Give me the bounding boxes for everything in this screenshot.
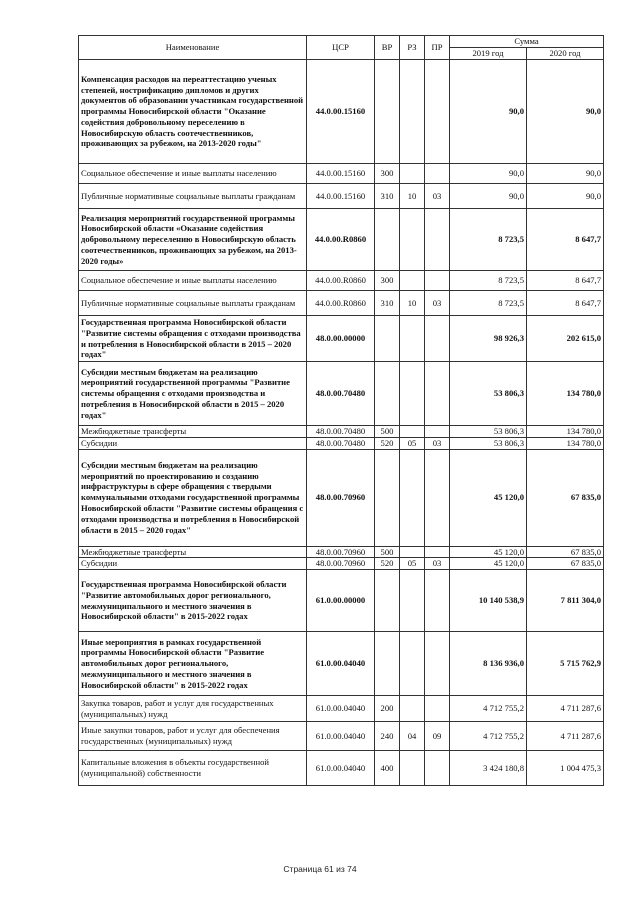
table-row <box>79 558 604 570</box>
row-name: Публичные нормативные социальные выплаты гражданам <box>79 291 307 316</box>
row-name: Социальное обеспечение и иные выплаты населению <box>79 271 307 291</box>
row-rz <box>400 60 425 164</box>
row-name: Реализация мероприятий государственной программы Новосибирской области «Оказание содействия добровольному переселению в Новосибирскую область соотечественников, проживающих за рубежом, на 2013-2020 годы» <box>79 209 307 271</box>
row-pr: 03 <box>425 184 450 209</box>
row-sum-2019: 45 120,0 <box>450 449 527 546</box>
row-name: Государственная программа Новосибирской области "Развитие автомобильных дорог регионального, межмуниципального и местного значения в Новосибирской области" в 2015-2022 годах <box>79 570 307 632</box>
row-sum-2020: 90,0 <box>527 164 604 184</box>
row-csr: 61.0.00.04040 <box>307 751 375 786</box>
row-pr <box>425 449 450 546</box>
row-name: Субсидии местным бюджетам на реализацию мероприятий государственной программы "Развитие системы обращения с отходами производства и потребления в Новосибирской области в 2015 – 2020 годах" <box>79 362 307 426</box>
table-row <box>79 751 604 786</box>
row-sum-2019: 53 806,3 <box>450 437 527 449</box>
header-2019: 2019 год <box>450 48 527 60</box>
header-row <box>79 36 604 48</box>
row-vr: 520 <box>375 558 400 570</box>
header-csr: ЦСР <box>307 36 375 60</box>
row-rz: 04 <box>400 722 425 751</box>
header-pr: ПР <box>425 36 450 60</box>
row-sum-2020: 202 615,0 <box>527 316 604 362</box>
row-pr <box>425 316 450 362</box>
row-vr: 500 <box>375 426 400 438</box>
table-row <box>79 449 604 546</box>
row-sum-2019: 45 120,0 <box>450 558 527 570</box>
row-name: Социальное обеспечение и иные выплаты населению <box>79 164 307 184</box>
row-rz <box>400 696 425 722</box>
row-csr: 44.0.00.R0860 <box>307 209 375 271</box>
row-csr: 44.0.00.15160 <box>307 60 375 164</box>
row-csr: 44.0.00.R0860 <box>307 271 375 291</box>
row-name: Субсидии местным бюджетам на реализацию мероприятий по проектированию и созданию инфраструктуры в сфере обращения с твердыми коммунальными отходами государственной программы Новосибирской области "Развитие системы обращения с отходами производства и потребления в Новосибирской области в 2015 – 2020 годах" <box>79 449 307 546</box>
row-sum-2019: 8 723,5 <box>450 209 527 271</box>
row-rz <box>400 751 425 786</box>
row-csr: 48.0.00.70960 <box>307 546 375 558</box>
row-csr: 61.0.00.04040 <box>307 722 375 751</box>
row-name: Публичные нормативные социальные выплаты гражданам <box>79 184 307 209</box>
row-name: Межбюджетные трансферты <box>79 546 307 558</box>
table-row <box>79 209 604 271</box>
row-sum-2019: 4 712 755,2 <box>450 722 527 751</box>
row-sum-2020: 67 835,0 <box>527 546 604 558</box>
row-sum-2019: 53 806,3 <box>450 426 527 438</box>
row-sum-2020: 7 811 304,0 <box>527 570 604 632</box>
row-csr: 61.0.00.00000 <box>307 570 375 632</box>
row-sum-2019: 10 140 538,9 <box>450 570 527 632</box>
row-csr: 61.0.00.04040 <box>307 632 375 696</box>
table-row <box>79 60 604 164</box>
row-sum-2019: 4 712 755,2 <box>450 696 527 722</box>
row-rz: 05 <box>400 558 425 570</box>
row-csr: 44.0.00.R0860 <box>307 291 375 316</box>
row-sum-2020: 5 715 762,9 <box>527 632 604 696</box>
row-rz <box>400 164 425 184</box>
row-sum-2020: 4 711 287,6 <box>527 696 604 722</box>
row-pr <box>425 209 450 271</box>
row-name: Компенсация расходов на переаттестацию ученых степеней, нострификацию дипломов и других документов об образовании участникам государственной программы Новосибирской области "Оказание содействия добровольному переселению в Новосибирскую область соотечественников, проживающих за рубежом, на 2013-2020 годы" <box>79 60 307 164</box>
table-row <box>79 437 604 449</box>
row-sum-2019: 45 120,0 <box>450 546 527 558</box>
row-sum-2019: 98 926,3 <box>450 316 527 362</box>
row-pr <box>425 632 450 696</box>
row-csr: 48.0.00.70480 <box>307 426 375 438</box>
row-rz <box>400 632 425 696</box>
row-name: Иные закупки товаров, работ и услуг для обеспечения государственных (муниципальных) нужд <box>79 722 307 751</box>
row-sum-2020: 90,0 <box>527 60 604 164</box>
row-sum-2020: 4 711 287,6 <box>527 722 604 751</box>
table-row <box>79 362 604 426</box>
row-vr <box>375 632 400 696</box>
row-pr <box>425 546 450 558</box>
row-sum-2020: 134 780,0 <box>527 362 604 426</box>
row-sum-2020: 90,0 <box>527 184 604 209</box>
row-sum-2019: 3 424 180,8 <box>450 751 527 786</box>
budget-table <box>78 35 604 786</box>
row-rz <box>400 426 425 438</box>
header-vr: ВР <box>375 36 400 60</box>
row-name: Иные мероприятия в рамках государственной программы Новосибирской области "Развитие автомобильных дорог регионального, межмуниципального и местного значения в Новосибирской области" в 2015-2022 годах <box>79 632 307 696</box>
page-footer: Страница 61 из 74 <box>283 864 357 874</box>
row-sum-2019: 90,0 <box>450 184 527 209</box>
table-row <box>79 316 604 362</box>
row-pr: 03 <box>425 291 450 316</box>
row-vr <box>375 316 400 362</box>
row-csr: 48.0.00.70480 <box>307 362 375 426</box>
table-body <box>79 60 604 786</box>
row-sum-2020: 134 780,0 <box>527 426 604 438</box>
row-sum-2019: 8 723,5 <box>450 271 527 291</box>
row-csr: 48.0.00.70480 <box>307 437 375 449</box>
table-row <box>79 164 604 184</box>
row-name: Закупка товаров, работ и услуг для государственных (муниципальных) нужд <box>79 696 307 722</box>
table-row <box>79 632 604 696</box>
row-rz <box>400 546 425 558</box>
row-rz <box>400 209 425 271</box>
row-csr: 44.0.00.15160 <box>307 164 375 184</box>
row-vr <box>375 60 400 164</box>
row-pr <box>425 751 450 786</box>
row-rz: 05 <box>400 437 425 449</box>
row-vr: 200 <box>375 696 400 722</box>
row-rz <box>400 449 425 546</box>
row-pr <box>425 362 450 426</box>
row-sum-2020: 67 835,0 <box>527 558 604 570</box>
row-name: Субсидии <box>79 558 307 570</box>
row-vr <box>375 209 400 271</box>
table-row <box>79 546 604 558</box>
row-sum-2020: 8 647,7 <box>527 271 604 291</box>
row-rz <box>400 362 425 426</box>
row-csr: 61.0.00.04040 <box>307 696 375 722</box>
row-vr: 310 <box>375 291 400 316</box>
table-row <box>79 696 604 722</box>
header-name: Наименование <box>79 36 307 60</box>
row-rz <box>400 570 425 632</box>
row-sum-2019: 90,0 <box>450 60 527 164</box>
row-sum-2020: 1 004 475,3 <box>527 751 604 786</box>
row-name: Межбюджетные трансферты <box>79 426 307 438</box>
row-sum-2019: 8 723,5 <box>450 291 527 316</box>
row-pr: 03 <box>425 437 450 449</box>
row-pr <box>425 426 450 438</box>
row-sum-2020: 134 780,0 <box>527 437 604 449</box>
header-sum: Сумма <box>450 36 604 48</box>
row-pr: 09 <box>425 722 450 751</box>
row-pr: 03 <box>425 558 450 570</box>
row-pr <box>425 271 450 291</box>
row-csr: 48.0.00.70960 <box>307 449 375 546</box>
header-rz: РЗ <box>400 36 425 60</box>
row-vr <box>375 570 400 632</box>
row-pr <box>425 570 450 632</box>
row-vr: 300 <box>375 164 400 184</box>
row-pr <box>425 164 450 184</box>
row-rz: 10 <box>400 291 425 316</box>
table-row <box>79 184 604 209</box>
row-vr: 310 <box>375 184 400 209</box>
row-csr: 44.0.00.15160 <box>307 184 375 209</box>
row-name: Капитальные вложения в объекты государственной (муниципальной) собственности <box>79 751 307 786</box>
row-sum-2020: 8 647,7 <box>527 209 604 271</box>
budget-table-container <box>78 35 603 786</box>
table-row <box>79 426 604 438</box>
row-sum-2020: 8 647,7 <box>527 291 604 316</box>
row-csr: 48.0.00.70960 <box>307 558 375 570</box>
table-row <box>79 570 604 632</box>
table-row <box>79 722 604 751</box>
row-csr: 48.0.00.00000 <box>307 316 375 362</box>
row-sum-2019: 8 136 936,0 <box>450 632 527 696</box>
row-rz: 10 <box>400 184 425 209</box>
row-vr: 500 <box>375 546 400 558</box>
row-sum-2019: 53 806,3 <box>450 362 527 426</box>
table-row <box>79 291 604 316</box>
row-vr <box>375 362 400 426</box>
row-vr: 300 <box>375 271 400 291</box>
row-rz <box>400 316 425 362</box>
row-vr: 400 <box>375 751 400 786</box>
row-vr: 240 <box>375 722 400 751</box>
table-row <box>79 271 604 291</box>
row-pr <box>425 60 450 164</box>
header-2020: 2020 год <box>527 48 604 60</box>
row-vr <box>375 449 400 546</box>
row-vr: 520 <box>375 437 400 449</box>
row-pr <box>425 696 450 722</box>
row-name: Государственная программа Новосибирской области "Развитие системы обращения с отходами производства и потребления в Новосибирской области в 2015 – 2020 годах" <box>79 316 307 362</box>
row-rz <box>400 271 425 291</box>
row-name: Субсидии <box>79 437 307 449</box>
row-sum-2020: 67 835,0 <box>527 449 604 546</box>
row-sum-2019: 90,0 <box>450 164 527 184</box>
